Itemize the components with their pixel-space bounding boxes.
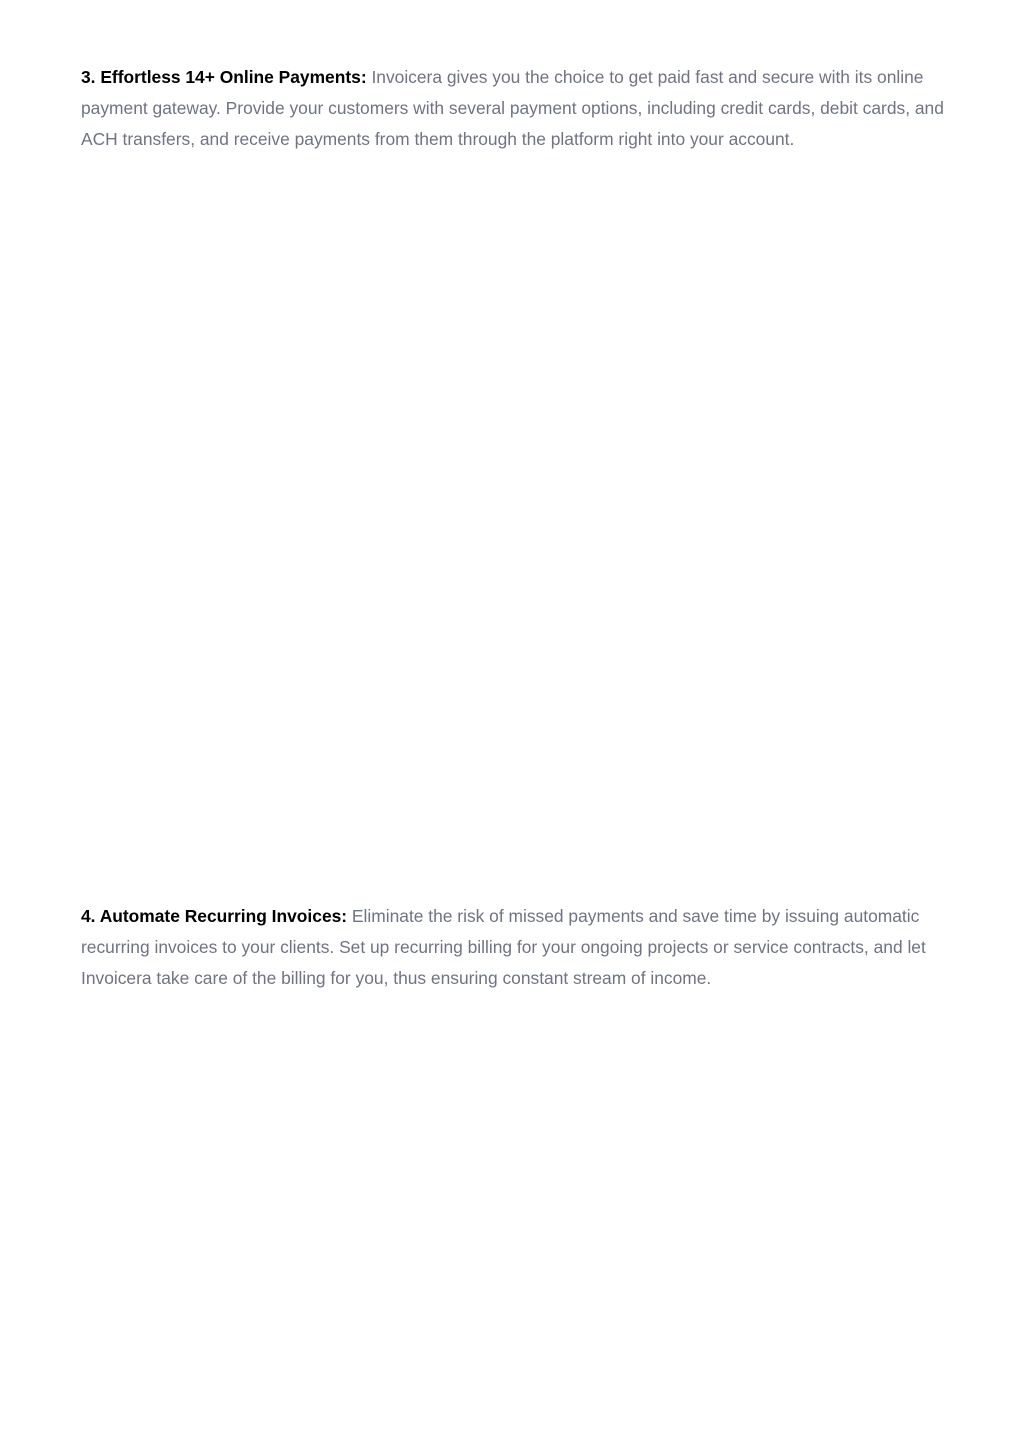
feature-paragraph-recurring-invoices — [81, 901, 966, 994]
feature-body-recurring-invoices: Eliminate the risk of missed payments and save time by issuing automatic recurring invoices to your clients. Set up recurring billing for your ongoing projects or service contracts, and let Invoicera take care of the billing for you, thus ensuring constant stream of income. — [81, 906, 926, 988]
feature-heading-recurring-invoices: 4. Automate Recurring Invoices: — [81, 906, 348, 926]
feature-heading-online-payments: 3. Effortless 14+ Online Payments: — [81, 67, 367, 87]
feature-paragraph-online-payments — [81, 62, 966, 155]
feature-body-online-payments: Invoicera gives you the choice to get paid fast and secure with its online payment gateway. Provide your customers with several payment options, including credit cards, debit cards, and ACH transfers, and receive payments from them through the platform right into your account. — [81, 67, 944, 149]
